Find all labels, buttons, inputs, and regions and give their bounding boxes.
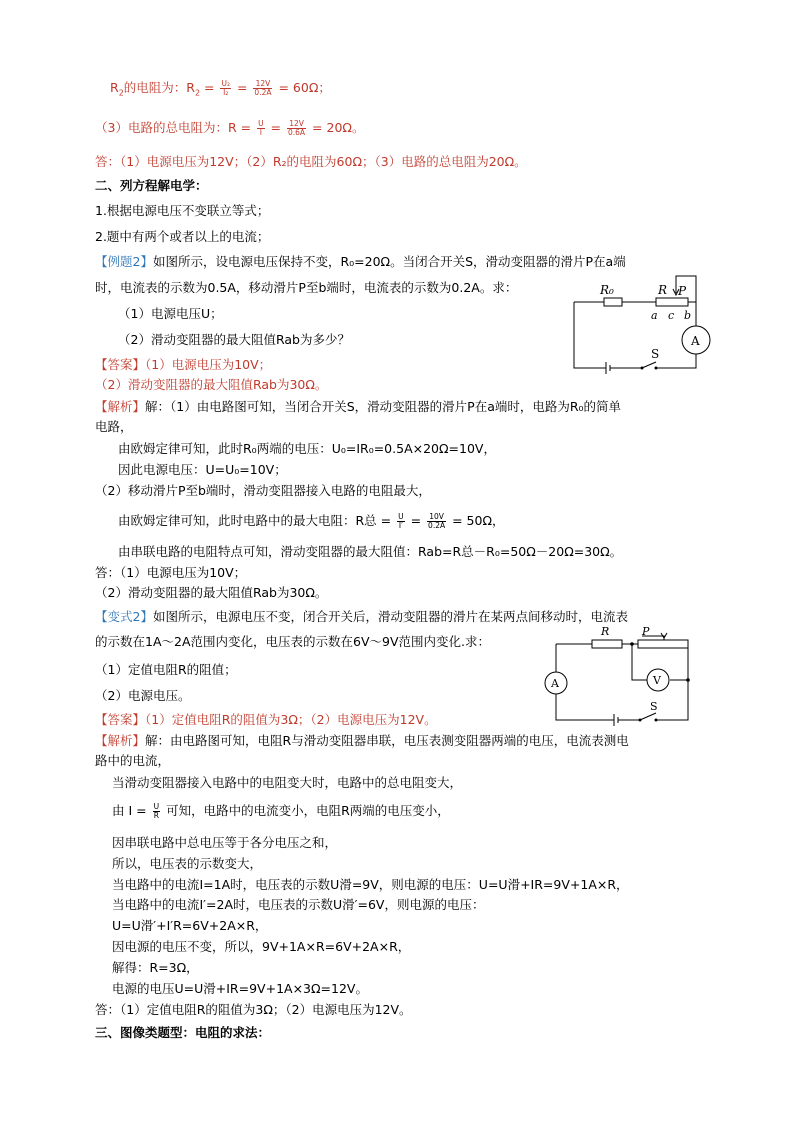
analysis-line: 当滑动变阻器接入电路中的电阻变大时，电路中的总电阻变大，: [112, 775, 463, 790]
switch-label: S: [650, 700, 658, 713]
fraction: $\frac{10V}{0.2A}$: [428, 512, 446, 530]
analysis-line: 由 I = $\frac{U}{R}$ 可知，电路中的电流变小，电阻R两端的电压变小，: [112, 802, 450, 820]
answer-line: （2）滑动变阻器的最大阻值Rab为30Ω。: [95, 377, 328, 392]
fraction: $\frac{U}{I}$: [258, 119, 264, 137]
analysis-line: 由串联电路的电阻特点可知，滑动变阻器的最大阻值：Rab=R总－R₀=50Ω－20Ω=30Ω。: [118, 544, 623, 559]
question-line: （1）定值电阻R的阻值；: [95, 662, 237, 677]
final-answer-line: 答：（1）定值电阻R的阻值为3Ω；（2）电源电压为12V。: [95, 1002, 412, 1017]
variant-line: 的示数在1A～2A范围内变化，电压表的示数在6V～9V范围内变化.求：: [95, 634, 490, 649]
p-label: P: [642, 625, 650, 638]
fraction: $\frac{12V}{0.6A}$: [288, 119, 306, 137]
analysis-line: 当电路中的电流I=1A时，电压表的示数U滑=9V，则电源的电压：U=U滑+IR=9V+1A×R，: [112, 877, 629, 892]
example-tag: 【例题2】: [95, 254, 153, 269]
ammeter-label: A: [551, 677, 559, 690]
a-label: a: [651, 309, 658, 322]
answer-tag: 【答案】: [95, 357, 146, 372]
fraction: $\frac{12V}{0.2A}$: [254, 79, 272, 97]
p-label: P: [678, 284, 687, 298]
circuit-diagram-1: [572, 274, 712, 378]
fraction: $\frac{U}{R}$: [153, 802, 160, 820]
tip-line: 2.题中有两个或者以上的电流；: [95, 229, 270, 244]
answer-tag: 【答案】: [95, 712, 146, 727]
analysis-line: 电路，: [95, 419, 133, 434]
analysis-line: 解得：R=3Ω，: [112, 960, 199, 975]
analysis-tag: 【解析】: [95, 399, 146, 414]
analysis-line: 电源的电压U=U滑+IR=9V+1A×3Ω=12V。: [112, 981, 368, 996]
section-heading: 三、图像类题型：电阻的求法：: [95, 1025, 271, 1040]
analysis-line: 由欧姆定律可知，此时电路中的最大电阻：R总 = $\frac{U}{I'}$ = $\frac{10V}{0.2A}$ = 50Ω，: [118, 512, 505, 530]
final-answer-line: 答：（1）电源电压为10V；: [95, 565, 247, 580]
analysis-line: 【解析】解：（1）由电路图可知，当闭合开关S，滑动变阻器的滑片P在a端时，电路为R₀的简单: [95, 399, 622, 414]
question-line: （2）电源电压。: [95, 688, 191, 703]
analysis-line: 路中的电流，: [95, 753, 171, 768]
section-heading: 二、列方程解电学：: [95, 178, 208, 193]
analysis-tag: 【解析】: [95, 733, 146, 748]
example-line: 时，电流表的示数为0.5A，移动滑片P至b端时，电流表的示数为0.2A。求：: [95, 280, 518, 295]
r-label: R: [601, 625, 610, 638]
answer-line: 【答案】（1）定值电阻R的阻值为3Ω；（2）电源电压为12V。: [95, 712, 437, 727]
answer-line: 【答案】（1）电源电压为10V；: [95, 357, 272, 372]
analysis-line: 当电路中的电流I′=2A时，电压表的示数U滑′=6V，则电源的电压：: [112, 897, 485, 912]
analysis-line: （2）移动滑片P至b端时，滑动变阻器接入电路的电阻最大，: [95, 483, 431, 498]
r0-label: R₀: [600, 283, 614, 297]
tip-line: 1.根据电源电压不变联立等式；: [95, 203, 270, 218]
circuit-diagram-2: [540, 624, 700, 726]
total-resistance-line: （3）电路的总电阻为：R = $\frac{U}{I}$ = $\frac{12V}{0.6A}$ = 20Ω。: [95, 119, 365, 137]
analysis-line: 因串联电路中总电压等于各分电压之和，: [112, 835, 338, 850]
switch-label: S: [651, 347, 660, 361]
example-line: 【例题2】如图所示，设电源电压保持不变，R₀=20Ω。当闭合开关S，滑动变阻器的滑片P在a端: [95, 254, 626, 269]
analysis-line: 所以，电压表的示数变大，: [112, 856, 263, 871]
fraction: $\frac{U}{I'}$: [398, 512, 404, 530]
b-label: b: [684, 309, 692, 322]
c-label: c: [668, 309, 675, 322]
question-line: （2）滑动变阻器的最大阻值Rab为多少？: [118, 332, 350, 347]
analysis-line: 因电源的电压不变，所以，9V+1A×R=6V+2A×R，: [112, 939, 411, 954]
ammeter-label: A: [691, 334, 700, 348]
answer-line: 答：（1）电源电压为12V；（2）R₂的电阻为60Ω；（3）电路的总电阻为20Ω。: [95, 154, 527, 169]
analysis-line: 【解析】解：由电路图可知，电阻R与滑动变阻器串联，电压表测变阻器两端的电压，电流表测电: [95, 733, 629, 748]
question-line: （1）电源电压U；: [118, 306, 223, 321]
final-answer-line: （2）滑动变阻器的最大阻值Rab为30Ω。: [95, 585, 328, 600]
r2-resistance-line: $R_2$的电阻为：$R_2$ = $\frac{\text{U₂}}{\text{I₂}}$ = $\frac{12V}{0.2A}$ = 60Ω；: [110, 79, 331, 98]
analysis-line: U=U滑′+I′R=6V+2A×R，: [112, 918, 268, 933]
variant-tag: 【变式2】: [95, 609, 153, 624]
variant-line: 【变式2】如图所示，电源电压不变，闭合开关后，滑动变阻器的滑片在某两点间移动时，电流表: [95, 609, 628, 624]
analysis-line: 由欧姆定律可知，此时R₀两端的电压：U₀=IR₀=0.5A×20Ω=10V，: [118, 441, 496, 456]
analysis-line: 因此电源电压：U=U₀=10V；: [118, 462, 287, 477]
fraction: $\frac{\text{U₂}}{\text{I₂}}$: [221, 79, 230, 97]
voltmeter-label: V: [653, 674, 661, 687]
r-label: R: [658, 283, 668, 297]
